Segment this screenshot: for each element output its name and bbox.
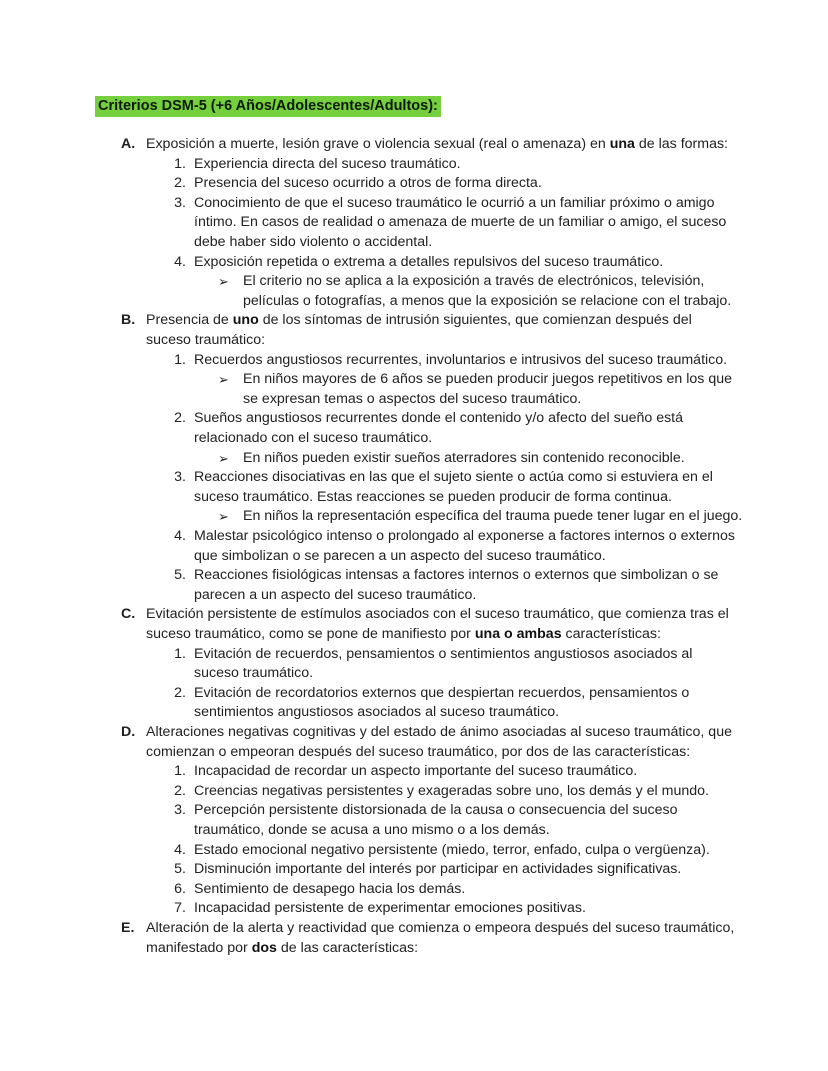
criterion-A-item-3: íntimo. En casos de realidad o amenaza de muerte de un familiar o amigo, el suceso: [194, 214, 727, 231]
item-number: 1.: [174, 645, 186, 662]
item-number: 5.: [174, 567, 186, 584]
criterion-B-item-5: parecen a un aspecto del suceso traumático.: [194, 586, 477, 603]
criterion-B-item-2: relacionado con el suceso traumático.: [194, 430, 433, 446]
criterion-B-item-4: que simbolizan o se parecen a un aspecto del suceso traumático.: [194, 547, 606, 564]
criterion-B-item-1-note: En niños mayores de 6 años se pueden producir juegos repetitivos en los que: [243, 371, 732, 388]
criterion-A-item-4-note: El criterio no se aplica a la exposición a través de electrónicos, televisión,: [243, 273, 705, 290]
criterion-B-item-5: Reacciones fisiológicas intensas a factores internos o externos que simbolizan o se: [194, 567, 719, 584]
criterion-B-item-4: Malestar psicológico intenso o prolongado al exponerse a factores internos o externos: [194, 528, 736, 544]
arrow-bullet-icon: ➢: [218, 450, 229, 466]
item-number: 2.: [174, 684, 186, 701]
item-number: 3.: [174, 469, 186, 486]
criterion-D-item-7: Incapacidad persistente de experimentar emociones positivas.: [194, 900, 586, 917]
bold-emphasis: una o ambas: [474, 626, 562, 642]
bold-emphasis: dos: [251, 939, 277, 956]
criterion-B-text: suceso traumático:: [146, 332, 266, 348]
criterion-C-item-1: Evitación de recuerdos, pensamientos o sentimientos angustiosos asociados al: [194, 645, 693, 662]
arrow-bullet-icon: ➢: [218, 372, 229, 388]
criterion-D-item-5: Disminución importante del interés por participar en actividades significativas.: [194, 861, 682, 878]
criterion-letter: C.: [121, 606, 136, 623]
criterion-C-item-2: sentimientos angustiosos asociados al suceso traumático.: [194, 704, 560, 721]
text-run: de las características:: [276, 939, 419, 956]
criterion-A-item-1: Experiencia directa del suceso traumático.: [194, 155, 461, 172]
criterion-B-item-1: Recuerdos angustiosos recurrentes, involuntarios e intrusivos del suceso traumático.: [194, 351, 728, 368]
criterion-D-item-6: Sentimiento de desapego hacia los demás.: [194, 880, 466, 897]
criterion-B-item-2-note: En niños pueden existir sueños aterradores sin contenido reconocible.: [243, 449, 685, 466]
item-number: 5.: [174, 861, 186, 878]
arrow-bullet-icon: ➢: [218, 274, 229, 290]
item-number: 2.: [174, 175, 186, 192]
criterion-B-item-2: Sueños angustiosos recurrentes donde el contenido y/o afecto del sueño está: [194, 410, 684, 427]
item-number: 6.: [174, 880, 186, 897]
criterion-D-text: Alteraciones negativas cognitivas y del estado de ánimo asociadas al suceso traumático, que: [146, 724, 732, 740]
text-run: manifestado por: [146, 939, 252, 956]
item-number: 3.: [174, 802, 186, 819]
criterion-E-text: Alteración de la alerta y reactividad que comienza o empeora después del suceso traumático,: [146, 920, 735, 936]
arrow-bullet-icon: ➢: [218, 509, 229, 525]
criterion-B-item-3-note: En niños la representación específica del trauma puede tener lugar en el juego.: [243, 508, 743, 525]
item-number: 4.: [174, 841, 186, 858]
text-run: de las formas:: [634, 136, 728, 152]
item-number: 2.: [174, 410, 186, 427]
text-run: de los síntomas de intrusión siguientes, que comienzan después del: [258, 312, 692, 329]
criterion-B-text: [146, 311, 692, 331]
criterion-letter: D.: [121, 724, 136, 740]
criterion-A-item-4-note: películas o fotografías, a menos que la exposición se relacione con el trabajo.: [243, 292, 732, 309]
text-run: Presencia de: [146, 312, 233, 329]
bold-emphasis: una: [609, 136, 635, 152]
criterion-A-item-3: Conocimiento de que el suceso traumático le ocurrió a un familiar próximo o amigo: [194, 194, 715, 211]
criterion-letter: A.: [121, 136, 136, 152]
criterion-D-item-4: Estado emocional negativo persistente (miedo, terror, enfado, culpa o vergüenza).: [194, 841, 710, 858]
item-number: 1.: [174, 763, 186, 780]
criterion-C-text: [146, 625, 661, 645]
criterion-letter: E.: [121, 920, 135, 936]
text-run: características:: [561, 626, 661, 642]
criterion-D-item-1: Incapacidad de recordar un aspecto importante del suceso traumático.: [194, 763, 638, 780]
criterion-A-item-4: Exposición repetida o extrema a detalles repulsivos del suceso traumático.: [194, 253, 664, 270]
criterion-E-text: [146, 939, 418, 959]
item-number: 2.: [174, 782, 186, 799]
bold-emphasis: uno: [232, 312, 259, 329]
criterion-D-text: comienzan o empeoran después del suceso traumático, por dos de las características:: [146, 743, 691, 760]
criterion-D-item-3: traumático, donde se acusa a uno mismo o a los demás.: [194, 822, 550, 838]
criterion-D-item-3: Percepción persistente distorsionada de la causa o consecuencia del suceso: [194, 802, 678, 819]
criterion-A-item-2: Presencia del suceso ocurrido a otros de forma directa.: [194, 175, 542, 192]
criterion-A-text: [146, 135, 728, 155]
text-run: Exposición a muerte, lesión grave o violencia sexual (real o amenaza) en: [146, 136, 610, 152]
text-run: suceso traumático, como se pone de manifiesto por: [146, 626, 475, 642]
criterion-C-text: Evitación persistente de estímulos asociados con el suceso traumático, que comienza tras el: [146, 606, 729, 623]
criterion-letter: B.: [121, 312, 136, 329]
criterion-D-item-2: Creencias negativas persistentes y exageradas sobre uno, los demás y el mundo.: [194, 782, 709, 799]
item-number: 3.: [174, 194, 186, 211]
criterion-A-item-3: debe haber sido violento o accidental.: [194, 234, 433, 250]
criterion-B-item-1-note: se expresan temas o aspectos del suceso traumático.: [243, 390, 582, 407]
criterion-B-item-3: suceso traumático. Estas reacciones se pueden producir de forma continua.: [194, 488, 672, 505]
criterion-C-item-2: Evitación de recordatorios externos que despiertan recuerdos, pensamientos o: [194, 684, 690, 701]
item-number: 1.: [174, 155, 186, 172]
item-number: 1.: [174, 351, 186, 368]
item-number: 4.: [174, 528, 186, 544]
item-number: 4.: [174, 253, 186, 270]
page-title: Criterios DSM-5 (+6 Años/Adolescentes/Adultos):: [95, 96, 441, 117]
criterion-B-item-3: Reacciones disociativas en las que el sujeto siente o actúa como si estuviera en el: [194, 469, 713, 486]
criterion-C-item-1: suceso traumático.: [194, 665, 314, 682]
item-number: 7.: [174, 900, 186, 917]
